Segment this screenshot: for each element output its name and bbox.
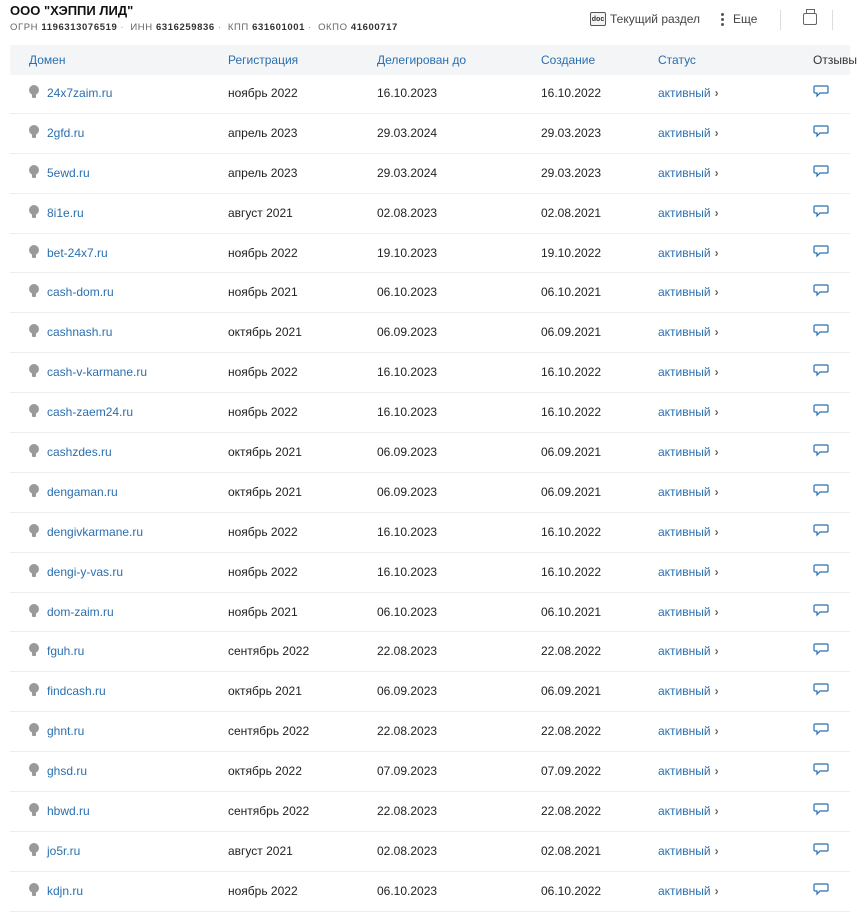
comment-icon[interactable] — [813, 324, 829, 336]
delegated-until-date: 16.10.2023 — [377, 564, 438, 579]
domain-link[interactable]: findcash.ru — [29, 684, 106, 698]
created-date: 22.08.2022 — [541, 644, 602, 659]
comment-icon[interactable] — [813, 125, 829, 137]
domain-link[interactable]: dengi-y-vas.ru — [29, 565, 123, 579]
table-row — [10, 234, 850, 274]
lightbulb-icon — [29, 883, 39, 893]
column-header-registration[interactable]: Регистрация — [228, 53, 299, 67]
domain-link[interactable]: fguh.ru — [29, 644, 84, 658]
created-date: 06.10.2021 — [541, 604, 602, 619]
table-row — [10, 513, 850, 553]
domain-link[interactable]: 5ewd.ru — [29, 166, 90, 180]
created-date: 02.08.2021 — [541, 205, 602, 220]
chevron-right-icon: › — [714, 883, 719, 898]
comment-icon[interactable] — [813, 763, 829, 775]
lightbulb-icon — [29, 643, 39, 653]
column-header-delegated-until[interactable]: Делегирован до — [377, 53, 467, 67]
status-link[interactable]: активный › — [658, 125, 719, 140]
toolbar-divider — [832, 10, 833, 30]
created-date: 16.10.2022 — [541, 86, 602, 100]
status-link[interactable]: активный › — [658, 86, 719, 100]
comment-icon[interactable] — [813, 364, 829, 376]
comment-icon[interactable] — [813, 245, 829, 257]
registration-date: август 2021 — [228, 843, 293, 858]
domain-link[interactable]: dengivkarmane.ru — [29, 525, 143, 539]
domain-link[interactable]: jo5r.ru — [29, 844, 80, 858]
chevron-right-icon: › — [714, 724, 719, 739]
okpo-value: 41600717 — [350, 22, 398, 33]
table-row — [10, 672, 850, 712]
domain-link[interactable]: 8i1e.ru — [29, 206, 84, 220]
registration-date: август 2021 — [228, 205, 293, 220]
created-date: 22.08.2022 — [541, 804, 602, 819]
chevron-right-icon: › — [714, 165, 719, 180]
domain-link[interactable]: cash-dom.ru — [29, 285, 114, 299]
printer-icon — [803, 13, 817, 25]
column-header-created[interactable]: Создание — [541, 53, 596, 67]
comment-icon[interactable] — [813, 404, 829, 416]
comment-icon[interactable] — [813, 643, 829, 655]
created-date: 19.10.2022 — [541, 245, 602, 260]
delegated-until-date: 06.10.2023 — [377, 604, 438, 619]
registration-date: ноябрь 2022 — [228, 245, 298, 260]
delegated-until-date: 02.08.2023 — [377, 843, 438, 858]
registration-date: октябрь 2021 — [228, 684, 302, 699]
registration-date: ноябрь 2021 — [228, 604, 298, 619]
delegated-until-date: 06.09.2023 — [377, 684, 438, 699]
table-row — [10, 154, 850, 194]
delegated-until-date: 22.08.2023 — [377, 804, 438, 819]
comment-icon[interactable] — [813, 165, 829, 177]
column-header-domain[interactable]: Домен — [29, 53, 66, 67]
status-link[interactable]: активный › — [658, 445, 719, 460]
created-date: 07.09.2022 — [541, 764, 602, 779]
status-link[interactable]: активный › — [658, 764, 719, 779]
chevron-right-icon: › — [714, 325, 719, 340]
inn-value: 6316259836 — [155, 22, 215, 33]
delegated-until-date: 06.09.2023 — [377, 484, 438, 499]
domain-link[interactable]: kdjn.ru — [29, 884, 83, 898]
lightbulb-icon — [29, 723, 39, 733]
chevron-right-icon: › — [714, 445, 719, 460]
created-date: 16.10.2022 — [541, 405, 602, 420]
domain-link[interactable]: ghsd.ru — [29, 764, 87, 778]
domain-link[interactable]: cashzdes.ru — [29, 445, 112, 459]
status-link[interactable]: активный › — [658, 165, 719, 180]
status-link[interactable]: активный › — [658, 883, 719, 898]
comment-icon[interactable] — [813, 564, 829, 576]
delegated-until-date: 16.10.2023 — [377, 365, 438, 380]
chevron-right-icon: › — [714, 245, 719, 260]
created-date: 06.09.2021 — [541, 445, 602, 460]
current-section-button[interactable] — [590, 8, 700, 30]
comment-icon[interactable] — [813, 444, 829, 456]
created-date: 16.10.2022 — [541, 564, 602, 579]
table-row — [10, 553, 850, 593]
status-link[interactable]: активный › — [658, 644, 719, 659]
company-identifiers: ОГРН 1196313076519 · ИНН 6316259836 · КПП 631601001 · ОКПО 41600717 — [10, 22, 398, 33]
registration-date: ноябрь 2022 — [228, 86, 298, 100]
domain-link[interactable]: cashnash.ru — [29, 325, 112, 339]
more-button[interactable] — [721, 8, 757, 30]
table-row — [10, 194, 850, 234]
domain-link[interactable]: dengaman.ru — [29, 485, 118, 499]
table-row — [10, 632, 850, 672]
registration-date: ноябрь 2022 — [228, 883, 298, 898]
created-date: 29.03.2023 — [541, 165, 602, 180]
comment-icon[interactable] — [813, 284, 829, 296]
delegated-until-date: 22.08.2023 — [377, 724, 438, 739]
created-date: 06.10.2021 — [541, 285, 602, 300]
table-row — [10, 593, 850, 633]
print-button[interactable] — [803, 8, 817, 30]
created-date: 06.10.2022 — [541, 883, 602, 898]
table-row — [10, 114, 850, 154]
lightbulb-icon — [29, 803, 39, 813]
delegated-until-date: 16.10.2023 — [377, 405, 438, 420]
registration-date: сентябрь 2022 — [228, 724, 310, 739]
status-link[interactable]: активный › — [658, 524, 719, 539]
comment-icon[interactable] — [813, 683, 829, 695]
registration-date: ноябрь 2021 — [228, 285, 298, 300]
lightbulb-icon — [29, 85, 39, 95]
delegated-until-date: 29.03.2024 — [377, 125, 438, 140]
lightbulb-icon — [29, 404, 39, 414]
created-date: 06.09.2021 — [541, 325, 602, 340]
status-link[interactable]: активный › — [658, 365, 719, 380]
status-link[interactable]: активный › — [658, 484, 719, 499]
delegated-until-date: 22.08.2023 — [377, 644, 438, 659]
table-header — [10, 45, 857, 75]
lightbulb-icon — [29, 763, 39, 773]
created-date: 16.10.2022 — [541, 524, 602, 539]
lightbulb-icon — [29, 205, 39, 215]
delegated-until-date: 16.10.2023 — [377, 524, 438, 539]
domain-link[interactable]: ghnt.ru — [29, 724, 84, 738]
kpp-value: 631601001 — [252, 22, 306, 33]
status-link[interactable]: активный › — [658, 804, 719, 819]
table-row — [10, 832, 850, 872]
status-link[interactable]: активный › — [658, 724, 719, 739]
more-label: Еще — [733, 12, 758, 26]
kpp-label: КПП — [227, 22, 249, 33]
registration-date: сентябрь 2022 — [228, 644, 310, 659]
chevron-right-icon: › — [714, 843, 719, 858]
chevron-right-icon: › — [714, 125, 719, 140]
status-link[interactable]: активный › — [658, 205, 719, 220]
status-link[interactable]: активный › — [658, 843, 719, 858]
chevron-right-icon: › — [714, 604, 719, 619]
table-row — [10, 752, 850, 792]
delegated-until-date: 02.08.2023 — [377, 205, 438, 220]
delegated-until-date: 06.09.2023 — [377, 325, 438, 340]
lightbulb-icon — [29, 524, 39, 534]
lightbulb-icon — [29, 683, 39, 693]
table-row — [10, 712, 850, 752]
chevron-right-icon: › — [714, 764, 719, 779]
table-row — [10, 473, 850, 513]
table-row — [10, 872, 850, 912]
status-link[interactable]: активный › — [658, 405, 719, 420]
domain-link[interactable]: dom-zaim.ru — [29, 605, 114, 619]
lightbulb-icon — [29, 484, 39, 494]
domain-link[interactable]: bet-24x7.ru — [29, 246, 108, 260]
toolbar-divider — [780, 10, 781, 30]
lightbulb-icon — [29, 125, 39, 135]
status-link[interactable]: активный › — [658, 564, 719, 579]
created-date: 06.09.2021 — [541, 684, 602, 699]
comment-icon[interactable] — [813, 803, 829, 815]
table-row — [10, 74, 850, 114]
status-link[interactable]: активный › — [658, 245, 719, 260]
current-section-label: Текущий раздел — [610, 12, 701, 26]
comment-icon[interactable] — [813, 205, 829, 217]
domain-link[interactable]: 24x7zaim.ru — [29, 86, 112, 100]
table-row — [10, 273, 850, 313]
delegated-until-date: 07.09.2023 — [377, 764, 438, 779]
doc-icon: doc — [590, 12, 606, 26]
lightbulb-icon — [29, 444, 39, 454]
registration-date: октябрь 2021 — [228, 325, 302, 340]
chevron-right-icon: › — [714, 86, 719, 100]
domain-link[interactable]: cash-zaem24.ru — [29, 405, 133, 419]
registration-date: апрель 2023 — [228, 165, 298, 180]
delegated-until-date: 06.10.2023 — [377, 883, 438, 898]
chevron-right-icon: › — [714, 684, 719, 699]
status-link[interactable]: активный › — [658, 684, 719, 699]
chevron-right-icon: › — [714, 285, 719, 300]
chevron-right-icon: › — [714, 484, 719, 499]
chevron-right-icon: › — [714, 205, 719, 220]
chevron-right-icon: › — [714, 524, 719, 539]
created-date: 22.08.2022 — [541, 724, 602, 739]
table-row — [10, 433, 850, 473]
delegated-until-date: 06.10.2023 — [377, 285, 438, 300]
domain-link[interactable]: hbwd.ru — [29, 804, 90, 818]
table-row — [10, 353, 850, 393]
comment-icon[interactable] — [813, 843, 829, 855]
comment-icon[interactable] — [813, 723, 829, 735]
ogrn-value: 1196313076519 — [41, 22, 118, 33]
registration-date: октябрь 2021 — [228, 445, 302, 460]
ogrn-label: ОГРН — [10, 22, 39, 33]
chevron-right-icon: › — [714, 804, 719, 819]
company-name: ООО "ХЭППИ ЛИД" — [10, 3, 134, 18]
domain-link[interactable]: cash-v-karmane.ru — [29, 365, 147, 379]
registration-date: ноябрь 2022 — [228, 405, 298, 420]
okpo-label: ОКПО — [318, 22, 348, 33]
delegated-until-date: 16.10.2023 — [377, 86, 438, 100]
lightbulb-icon — [29, 364, 39, 374]
registration-date: сентябрь 2022 — [228, 804, 310, 819]
chevron-right-icon: › — [714, 644, 719, 659]
chevron-right-icon: › — [714, 405, 719, 420]
registration-date: октябрь 2022 — [228, 764, 302, 779]
status-link[interactable]: активный › — [658, 604, 719, 619]
table-row — [10, 792, 850, 832]
lightbulb-icon — [29, 843, 39, 853]
registration-date: октябрь 2021 — [228, 484, 302, 499]
registration-date: ноябрь 2022 — [228, 365, 298, 380]
more-dots-icon — [721, 13, 725, 26]
delegated-until-date: 19.10.2023 — [377, 245, 438, 260]
lightbulb-icon — [29, 324, 39, 334]
comment-icon[interactable] — [813, 85, 829, 97]
comment-icon[interactable] — [813, 883, 829, 895]
delegated-until-date: 29.03.2024 — [377, 165, 438, 180]
comment-icon[interactable] — [813, 524, 829, 536]
registration-date: ноябрь 2022 — [228, 524, 298, 539]
column-header-status[interactable]: Статус — [658, 53, 696, 67]
domains-table — [10, 74, 850, 912]
created-date: 16.10.2022 — [541, 365, 602, 380]
table-row — [10, 313, 850, 353]
domain-link[interactable]: 2gfd.ru — [29, 126, 84, 140]
lightbulb-icon — [29, 165, 39, 175]
comment-icon[interactable] — [813, 484, 829, 496]
lightbulb-icon — [29, 245, 39, 255]
status-link[interactable]: активный › — [658, 285, 719, 300]
delegated-until-date: 06.09.2023 — [377, 445, 438, 460]
lightbulb-icon — [29, 604, 39, 614]
created-date: 06.09.2021 — [541, 484, 602, 499]
chevron-right-icon: › — [714, 365, 719, 380]
registration-date: апрель 2023 — [228, 125, 298, 140]
lightbulb-icon — [29, 284, 39, 294]
table-row — [10, 393, 850, 433]
toolbar — [590, 8, 850, 30]
column-header-reviews: Отзывы — [813, 53, 857, 67]
created-date: 29.03.2023 — [541, 125, 602, 140]
inn-label: ИНН — [130, 22, 153, 33]
comment-icon[interactable] — [813, 604, 829, 616]
created-date: 02.08.2021 — [541, 843, 602, 858]
lightbulb-icon — [29, 564, 39, 574]
status-link[interactable]: активный › — [658, 325, 719, 340]
chevron-right-icon: › — [714, 564, 719, 579]
registration-date: ноябрь 2022 — [228, 564, 298, 579]
